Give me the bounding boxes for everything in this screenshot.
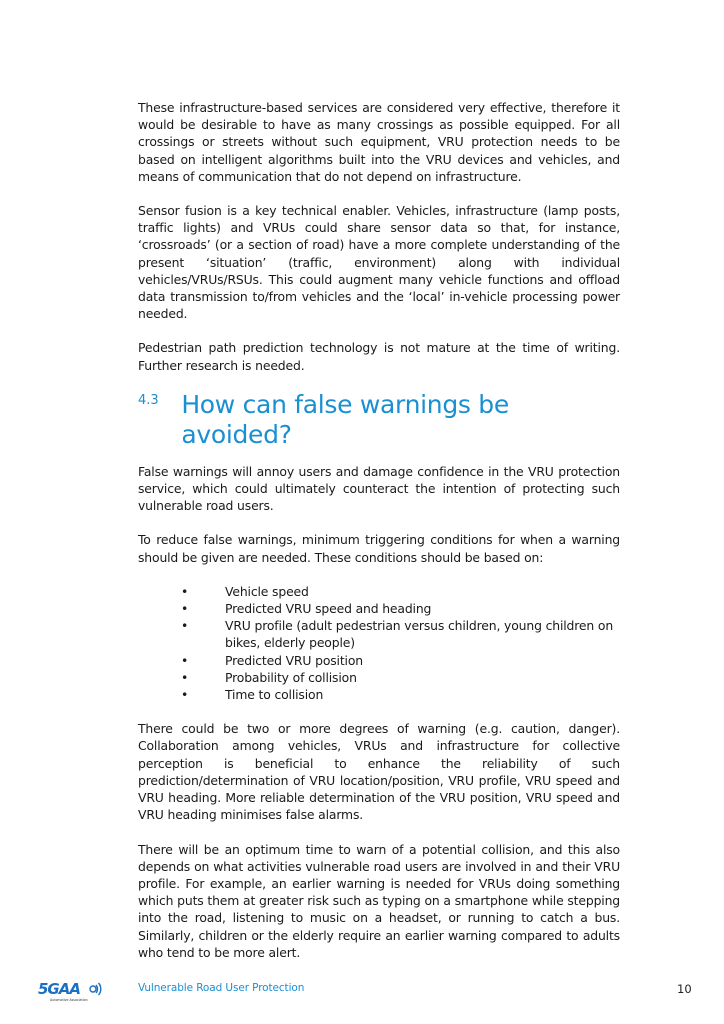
list-item-text: Vehicle speed	[225, 583, 309, 599]
bullet-icon: •	[181, 652, 189, 668]
bullet-icon: •	[181, 618, 189, 634]
5gaa-logo-icon	[38, 979, 103, 1003]
section-title: How can false warnings be avoided?	[181, 389, 509, 449]
list-item-text: Time to collision	[225, 687, 324, 703]
list-item-text: Predicted VRU position	[225, 652, 363, 668]
paragraph-triggering-conditions: To reduce false warnings, minimum triggering conditions for when a warning should be given are needed. These conditions should be based on:	[138, 532, 620, 565]
list-item	[181, 652, 620, 669]
paragraph-degrees-of-warning: There could be two or more degrees of warning (e.g. caution, danger). Collaboration among vehicles, VRUs and infrastructure for collective perception is beneficial to enhance the reliability of such prediction/determination of VRU location/position, VRU profile, VRU speed and VRU heading. More reliable determination of the VRU position, VRU speed and VRU heading minimises false alarms.	[138, 721, 620, 823]
bullet-icon: •	[181, 687, 189, 703]
list-item-text: VRU profile (adult pedestrian versus children, young children on bikes, elderly people)	[225, 618, 614, 651]
paragraph-infrastructure-services: These infrastructure-based services are considered very effective, therefore it would be desirable to have as many crossings as possible equipped. For all crossings or streets without such equipment, VRU protection needs to be based on intelligent algorithms built into the VRU devices and vehicles, and means of communication that do not depend on infrastructure.	[138, 100, 620, 184]
paragraph-false-warnings: False warnings will annoy users and damage confidence in the VRU protection service, which could ultimately counteract the intention of protecting such vulnerable road users.	[138, 463, 620, 514]
bullet-icon: •	[181, 669, 189, 685]
list-item-text: Probability of collision	[225, 669, 357, 685]
paragraph-sensor-fusion: Sensor fusion is a key technical enabler. Vehicles, infrastructure (lamp posts, traffic lights) and VRUs could share sensor data so that, for instance, ‘crossroads’ (or a section of road) have a more complete understanding of the present ‘situation’ (traffic, environment) along with individual vehicles/VRUs/RSUs. This could augment many vehicle functions and offload data transmission to/from vehicles and the ‘local’ in-vehicle processing power needed.	[138, 203, 620, 322]
section-heading	[138, 390, 620, 450]
list-item	[181, 617, 620, 651]
list-item	[181, 669, 620, 686]
page-content	[138, 99, 620, 961]
conditions-list	[138, 583, 620, 703]
footer-document-title: Vulnerable Road User Protection	[138, 982, 305, 994]
paragraph-optimum-time: There will be an optimum time to warn of a potential collision, and this also depends on what activities vulnerable road users are involved in and their VRU profile. For example, an earlier warning is needed for VRUs doing something which puts them at greater risk such as typing on a smartphone while stepping into the road, listening to music on a headset, or running to catch a bus. Similarly, children or the elderly require an earlier warning compared to adults who tend to be more alert.	[138, 841, 620, 960]
list-item	[181, 686, 620, 703]
section-number: 4.3	[138, 392, 159, 408]
bullet-icon: •	[181, 601, 189, 617]
svg-text:5GAA: 5GAA	[38, 980, 80, 998]
bullet-icon: •	[181, 583, 189, 599]
page-number: 10	[677, 982, 692, 996]
list-item	[181, 583, 620, 600]
list-item-text: Predicted VRU speed and heading	[225, 601, 432, 617]
svg-text:Automotive Association: Automotive Association	[50, 998, 88, 1002]
paragraph-path-prediction: Pedestrian path prediction technology is not mature at the time of writing. Further research is needed.	[138, 340, 620, 373]
list-item	[181, 600, 620, 617]
